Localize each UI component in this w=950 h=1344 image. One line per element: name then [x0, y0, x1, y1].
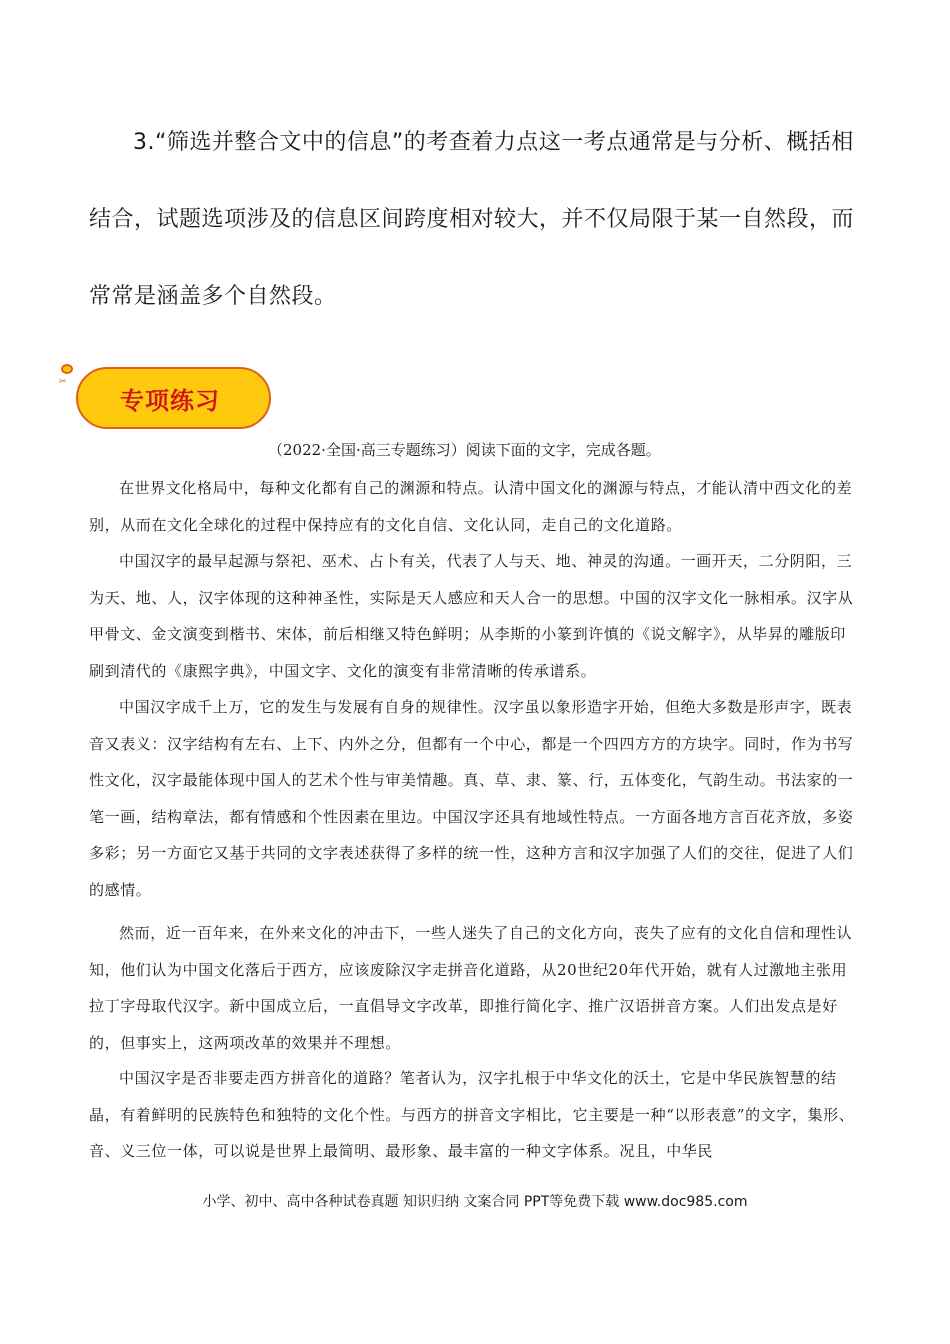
section-badge-label: 专项练习: [120, 387, 220, 415]
badge-bubble-decoration: [61, 364, 73, 374]
reading-paragraph: 在世界文化格局中，每种文化都有自己的渊源和特点。认清中国文化的渊源与特点，才能认清中西文化的差别，从而在文化全球化的过程中保持应有的文化自信、文化认同，走自己的文化道路。: [89, 479, 853, 534]
reading-paragraph: 中国汉字成千上万，它的发生与发展有自身的规律性。汉字虽以象形造字开始，但绝大多数是形声字，既表音又表义：汉字结构有左右、上下、内外之分，但都有一个中心，都是一个四四方方的方块字。同时，作为书写性文化，汉字最能体现中国人的艺术个性与审美情趣。真、草、隶、篆、行，五体变化，气韵生动。书法家的一笔一画，结构章法，都有情感和个性因素在里边。中国汉字还具有地域性特点。一方面各地方言百花齐放，多姿多彩；另一方面它又基于共同的文字表述获得了多样的统一性，这种方言和汉字加强了人们的交往，促进了人们的感情。: [89, 698, 854, 899]
reading-paragraph: 然而，近一百年来，在外来文化的冲击下，一些人迷失了自己的文化方向，丧失了应有的文化自信和理性认知，他们认为中国文化落后于西方，应该废除汉字走拼音化道路，从20世纪20年代开始，就有人过激地主张用拉丁字母取代汉字。新中国成立后，一直倡导文字改革，即推行简化字、推广汉语拼音方案。人们出发点是好的，但事实上，这两项改革的效果并不理想。: [89, 924, 853, 1052]
exercise-source-line: （2022·全国·高三专题练习）阅读下面的文字，完成各题。: [268, 441, 661, 459]
page-footer: 小学、初中、高中各种试卷真题 知识归纳 文案合同 PPT等免费下载 www.doc985.com: [202, 1194, 748, 1210]
reading-paragraph: 中国汉字的最早起源与祭祀、巫术、占卜有关，代表了人与天、地、神灵的沟通。一画开天，二分阴阳，三为天、地、人，汉字体现的这种神圣性，实际是天人感应和天人合一的思想。中国的汉字文化一脉相承。汉字从甲骨文、金文演变到楷书、宋体，前后相继又特色鲜明；从李斯的小篆到许慎的《说文解字》，从毕昇的雕版印刷到清代的《康熙字典》，中国文字、文化的演变有非常清晰的传承谱系。: [89, 552, 854, 680]
intro-paragraph: 3.“筛选并整合文中的信息”的考查着力点这一考点通常是与分析、概括相结合，试题选项涉及的信息区间跨度相对较大，并不仅局限于某一自然段，而常常是涵盖多个自然段。: [89, 130, 855, 309]
reading-paragraph: 中国汉字是否非要走西方拼音化的道路？笔者认为，汉字扎根于中华文化的沃土，它是中华民族智慧的结晶，有着鲜明的民族特色和独特的文化个性。与西方的拼音文字相比，它主要是一种“以形表意”的文字，集形、音、义三位一体，可以说是世界上最简明、最形象、最丰富的一种文字体系。况且，中华民: [89, 1069, 855, 1160]
section-badge: [76, 367, 271, 429]
scissors-icon: ✂: [59, 377, 67, 387]
